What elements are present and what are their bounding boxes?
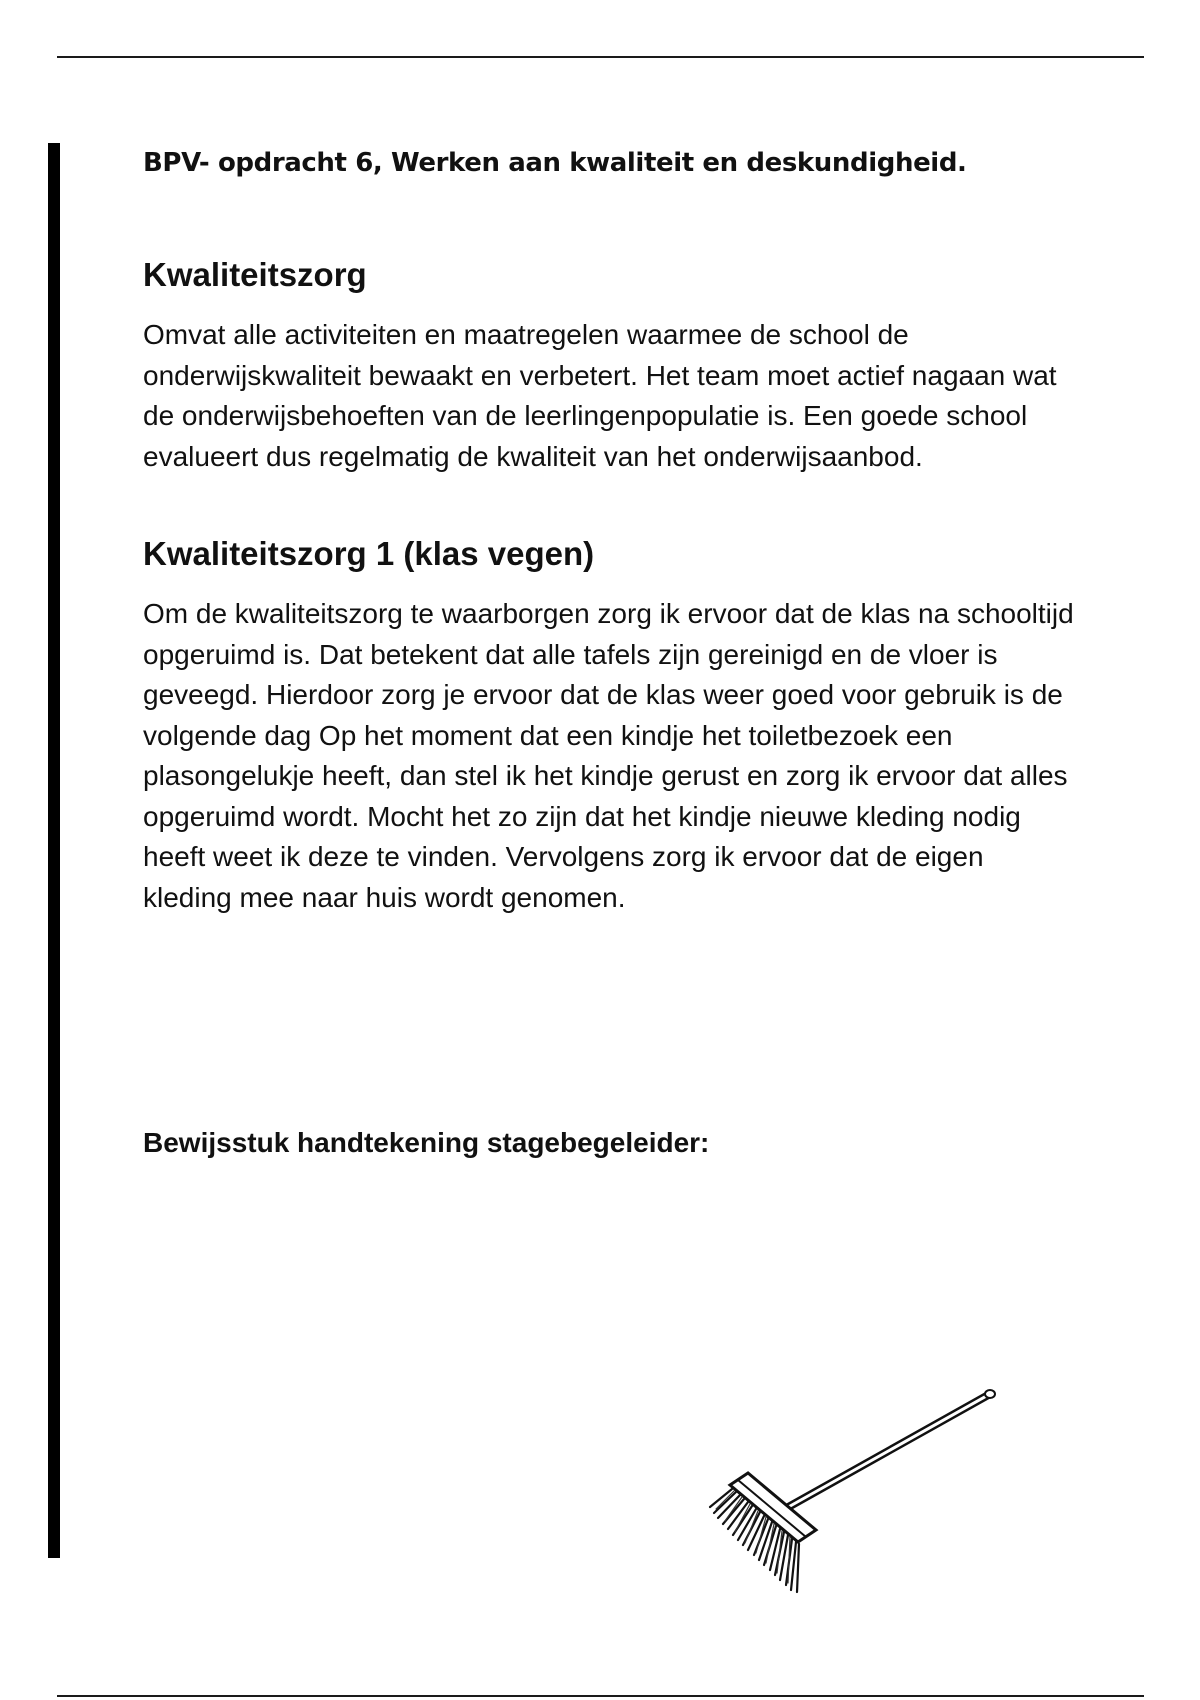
- section-body-kwaliteitszorg: Omvat alle activiteiten en maatregelen waarmee de school de onderwijskwaliteit bewaakt en verbetert. Het team moet actief nagaan wat de onderwijsbehoeften van de leerlingenpopulatie is. Een goede school evalueert dus regelmatig de kwaliteit van het onderwijsaanbod.: [143, 319, 1057, 472]
- broom-illustration: [700, 1385, 1000, 1595]
- header-rule: [57, 56, 1144, 58]
- section-body-klas-vegen: Om de kwaliteitszorg te waarborgen zorg ik ervoor dat de klas na schooltijd opgeruimd is. Dat betekent dat alle tafels zijn gereinigd en de vloer is geveegd. Hierdoor zorg je ervoor dat de klas weer goed voor gebruik is de volgende dag Op het moment dat een kindje het toiletbezoek een plasongelukje heeft, dan stel ik het kindje gerust en zorg ik ervoor dat alles opgeruimd wordt. Mocht het zo zijn dat het kindje nieuwe kleding nodig heeft weet ik deze te vinden. Vervolgens zorg ik ervoor dat de eigen kleding mee naar huis wordt genomen.: [143, 598, 1074, 913]
- section-heading-kwaliteitszorg: Kwaliteitszorg: [143, 256, 367, 293]
- change-bar: [48, 143, 60, 1558]
- footer-rule: [57, 1695, 1144, 1697]
- document-title: BPV- opdracht 6, Werken aan kwaliteit en deskundigheid.: [143, 148, 967, 178]
- section-heading-klas-vegen: Kwaliteitszorg 1 (klas vegen): [143, 535, 595, 572]
- signature-label: Bewijsstuk handtekening stagebegeleider:: [143, 1127, 710, 1158]
